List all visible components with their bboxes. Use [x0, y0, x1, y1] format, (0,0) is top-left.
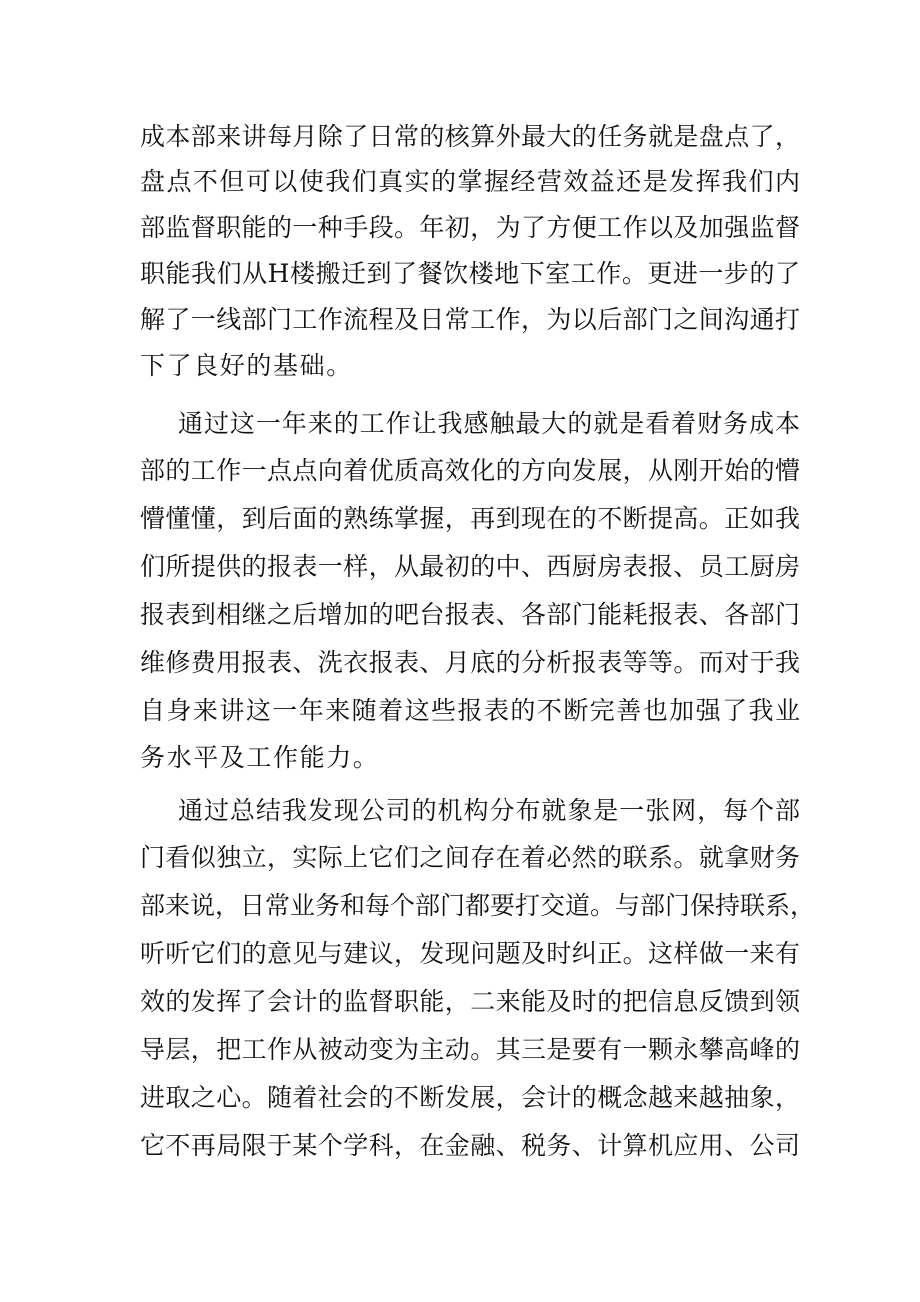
text-line: 盘点不但可以使我们真实的掌握经营效益还是发挥我们内: [140, 167, 800, 196]
text-line: 部监督职能的一种手段。年初，为了方便工作以及加强监督: [140, 213, 800, 242]
text-line: 下了良好的基础。: [140, 351, 353, 380]
text-line: 部的工作一点点向着优质高效化的方向发展，从刚开始的懵: [140, 456, 800, 485]
text-line: 听听它们的意见与建议，发现问题及时纠正。这样做一来有: [140, 939, 800, 968]
text-line: 通过总结我发现公司的机构分布就象是一张网，每个部: [178, 796, 800, 825]
text-line: 通过这一年来的工作让我感触最大的就是看着财务成本: [178, 409, 800, 438]
text-line: 它不再局限于某个学科，在金融、税务、计算机应用、公司: [140, 1131, 800, 1160]
text-line: 成本部来讲每月除了日常的核算外最大的任务就是盘点了，: [140, 122, 800, 151]
text-line: 进取之心。随着社会的不断发展，会计的概念越来越抽象，: [140, 1083, 800, 1112]
text-line: 门看似独立，实际上它们之间存在着必然的联系。就拿财务: [140, 843, 800, 872]
text-line: 报表到相继之后增加的吧台报表、各部门能耗报表、各部门: [140, 600, 800, 629]
text-line: 们所提供的报表一样，从最初的中、西厨房表报、员工厨房: [140, 552, 800, 581]
text-line: 自身来讲这一年来随着这些报表的不断完善也加强了我业: [140, 696, 800, 725]
text-line: 务水平及工作能力。: [140, 743, 380, 772]
text-line: 职能我们从H楼搬迁到了餐饮楼地下室工作。更进一步的了: [140, 259, 800, 288]
text-line: 部来说，日常业务和每个部门都要打交道。与部门保持联系，: [140, 891, 816, 920]
text-line: 解了一线部门工作流程及日常工作，为以后部门之间沟通打: [140, 305, 800, 334]
text-line: 懵懂懂，到后面的熟练掌握，再到现在的不断提高。正如我: [140, 504, 800, 533]
text-line: 维修费用报表、洗衣报表、月底的分析报表等等。而对于我: [140, 648, 800, 677]
text-line: 导层，把工作从被动变为主动。其三是要有一颗永攀高峰的: [140, 1035, 800, 1064]
text-line: 效的发挥了会计的监督职能，二来能及时的把信息反馈到领: [140, 987, 800, 1016]
